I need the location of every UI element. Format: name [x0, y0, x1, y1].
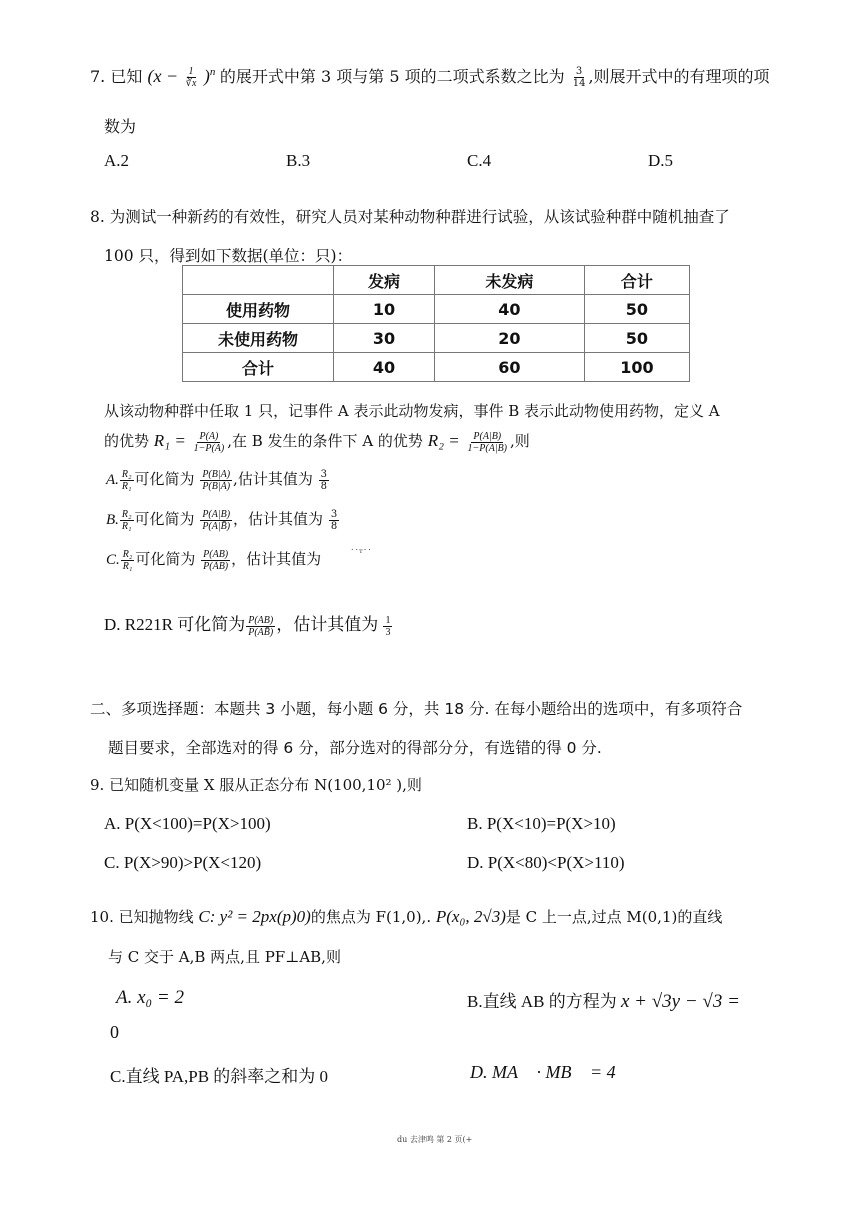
q7-expr-open: (x −	[147, 66, 179, 86]
q8-line4-a: 的优势	[104, 432, 150, 450]
q7-mid: 的展开式中第 3 项与第 5 项的二项式系数之比为	[219, 67, 565, 86]
table-cell: 50	[584, 324, 689, 353]
table-header-cell: 发病	[334, 266, 435, 295]
q8-r1-den: 1−P(A)	[193, 442, 225, 454]
q8-opt-a-text1: 可化简为	[134, 470, 195, 488]
q8-opt-a-den: P(B|Ā)	[202, 480, 231, 492]
q7-line2: 数为	[104, 117, 137, 136]
q8-opt-a-ratio-num: R₂	[121, 468, 132, 480]
q8-opt-a-text2: ,估计其值为	[233, 470, 313, 488]
q10-point-math: P(x₀, 2√3)	[435, 907, 506, 926]
q8-opt-b-fraction	[200, 509, 232, 532]
q7-ratio-num: 3	[575, 66, 583, 77]
table-header-cell: 未发病	[434, 266, 584, 295]
q8-line4	[104, 430, 530, 454]
table-cell: 10	[334, 295, 435, 324]
q10-stem-c: 是 C 上一点,过点 M(0,1)的直线	[505, 908, 723, 926]
table-row	[183, 324, 690, 353]
q8-opt-b-value-den: 8	[330, 520, 338, 532]
q8-opt-b-den: P(A|B̄)	[202, 520, 231, 532]
q7-frac-den: ∛x	[185, 78, 197, 90]
q10-opt-b-text: B.直线 AB 的方程为	[467, 992, 617, 1011]
table-header-cell: 合计	[584, 266, 689, 295]
table-cell: 100	[584, 353, 689, 382]
q8-r1: R₁ =	[153, 431, 186, 450]
q10-stem-b: 的焦点为 F(1,0),.	[310, 908, 432, 926]
q10-stem-line2: 与 C 交于 A,B 两点,且 PF⊥AB,则	[108, 948, 341, 966]
q8-opt-c-den: P(ĀB)	[203, 560, 229, 572]
q7-frac-num: 1	[188, 66, 194, 78]
q8-opt-b-value-num: 3	[330, 508, 338, 520]
q8-r1-num: P(A)	[199, 430, 219, 442]
q8-r2-num: P(A|B)	[473, 430, 502, 442]
q8-line1: 8. 为测试一种新药的有效性，研究人员对某种动物种群进行试验，从该试验种群中随机抽查了	[90, 208, 730, 226]
q7-lead: 已知	[110, 67, 143, 86]
q8-opt-a-fraction	[200, 469, 232, 492]
q8-opt-a-num: P(B|A)	[202, 468, 231, 480]
table-cell: 50	[584, 295, 689, 324]
table-header-cell	[183, 266, 334, 295]
q8-line3: 从该动物种群中任取 1 只，记事件 A 表示此动物发病，事件 B 表示此动物使用药物，定义 A	[104, 402, 720, 420]
q8-opt-c-fraction	[201, 549, 230, 572]
q8-opt-d-value	[383, 615, 392, 638]
q7-stem	[90, 64, 770, 89]
q9-option-b: B. P(X<10)=P(X>10)	[467, 814, 616, 833]
q8-r2-fraction	[466, 431, 509, 454]
data-table	[182, 265, 690, 382]
q8-opt-c-text2: ，估计其值为	[231, 550, 322, 568]
q10-option-d: D. MA⃗ · MB⃗ = 4	[470, 1062, 616, 1082]
q8-opt-d-text2: ，估计其值为	[276, 615, 379, 634]
q7-option-a: A.2	[104, 151, 130, 170]
q8-line4-b: ,在 B 发生的条件下 A 的优势	[227, 432, 423, 450]
q10-option-a: A. x₀ = 2	[116, 987, 184, 1008]
table-cell: 未使用药物	[183, 324, 334, 353]
table-cell: 60	[434, 353, 584, 382]
q10-option-c: C.直线 PA,PB 的斜率之和为 0	[110, 1067, 329, 1086]
q7-option-c: C.4	[467, 151, 492, 170]
q8-opt-b-ratio-den: R₁	[121, 520, 132, 532]
q8-opt-c-ratio-den: R₁	[122, 560, 133, 572]
q8-opt-b-text2: ，估计其值为	[233, 510, 324, 528]
q8-opt-c-artifact: ˙˙ᵀ˙˙	[349, 549, 372, 559]
q7-option-d: D.5	[648, 151, 674, 170]
q8-opt-a-label: A.	[106, 472, 119, 488]
q8-opt-a-value	[319, 469, 329, 492]
q10-option-b	[467, 987, 740, 1013]
q10-opt-b-math: x + √3y − √3 =	[620, 991, 740, 1012]
q10-parabola-math: C: y² = 2px(p)0)	[198, 907, 311, 926]
table-cell: 30	[334, 324, 435, 353]
page-footer: du 去津鸣 第 2 页(+	[397, 1135, 473, 1144]
q8-opt-b-num: P(A|B)	[202, 508, 231, 520]
q8-opt-a-ratio-den: R₁	[121, 480, 132, 492]
section2-line1: 二、多项选择题：本题共 3 小题，每小题 6 分，共 18 分. 在每小题给出的选项中，有多项符合	[90, 700, 743, 718]
table-cell: 40	[434, 295, 584, 324]
q8-opt-c-ratio-num: R₂	[122, 548, 133, 560]
q8-r2: R₂ =	[427, 431, 460, 450]
q10-option-b-wrap: 0	[110, 1022, 119, 1042]
q8-opt-d-den: P(AB̄)	[248, 626, 274, 638]
q10-stem-line1	[90, 906, 722, 927]
q8-option-b	[106, 508, 340, 532]
q7-expr-close: )	[203, 66, 210, 86]
q8-r2-den: 1−P(A|B)	[467, 442, 508, 454]
table-cell: 40	[334, 353, 435, 382]
q9-option-a: A. P(X<100)=P(X>100)	[104, 814, 271, 833]
q8-opt-d-fraction	[246, 615, 275, 638]
q7-option-b: B.3	[286, 151, 311, 170]
table-row	[183, 353, 690, 382]
q8-opt-c-ratio	[121, 549, 135, 572]
q8-opt-d-text1: D. R221R 可化简为	[104, 615, 246, 634]
table-header-row	[183, 266, 690, 295]
table-cell: 合计	[183, 353, 334, 382]
q7-number: 7.	[90, 67, 106, 86]
q9-option-d: D. P(X<80)<P(X>110)	[467, 853, 625, 872]
q9-option-c: C. P(X>90)>P(X<120)	[104, 853, 262, 872]
q8-opt-a-ratio	[120, 469, 134, 492]
table-cell: 使用药物	[183, 295, 334, 324]
q10-stem-a: 10. 已知抛物线	[90, 908, 194, 926]
q7-power: n	[209, 66, 216, 78]
q8-opt-b-text1: 可化简为	[134, 510, 195, 528]
q8-option-c	[106, 548, 372, 572]
q8-option-d	[104, 610, 393, 638]
q8-opt-b-value	[329, 509, 339, 532]
q8-opt-a-value-den: 8	[320, 480, 327, 492]
q8-line2: 100 只，得到如下数据(单位：只)：	[104, 247, 353, 265]
q9-stem: 9. 已知随机变量 X 服从正态分布 N(100,10² ),则	[90, 776, 422, 794]
q8-opt-b-ratio-num: R₂	[121, 508, 132, 520]
q8-opt-d-value-den: 3	[385, 626, 391, 638]
table-row	[183, 295, 690, 324]
q8-r1-fraction	[192, 431, 227, 454]
q8-opt-d-value-num: 1	[385, 614, 391, 626]
q7-inner-fraction	[184, 66, 199, 89]
q7-ratio-den: 14	[572, 78, 586, 89]
q8-opt-a-value-num: 3	[320, 468, 327, 480]
section2-line2: 题目要求，全部选对的得 6 分，部分选对的得部分分，有选错的得 0 分.	[108, 739, 602, 757]
q8-opt-b-label: B.	[106, 512, 119, 528]
q8-opt-c-text1: 可化简为	[135, 550, 196, 568]
q8-opt-c-num: P(AB)	[203, 548, 229, 560]
q7-expr	[147, 66, 219, 90]
q8-line4-c: ,则	[510, 432, 530, 450]
q8-opt-d-num: P(AB)	[248, 614, 274, 626]
q8-option-a	[106, 468, 330, 492]
q7-ratio	[571, 66, 588, 89]
q7-tail: ,则展开式中的有理项的项	[588, 67, 770, 86]
q8-opt-c-label: C.	[106, 552, 120, 568]
q8-opt-b-ratio	[120, 509, 134, 532]
table-cell: 20	[434, 324, 584, 353]
